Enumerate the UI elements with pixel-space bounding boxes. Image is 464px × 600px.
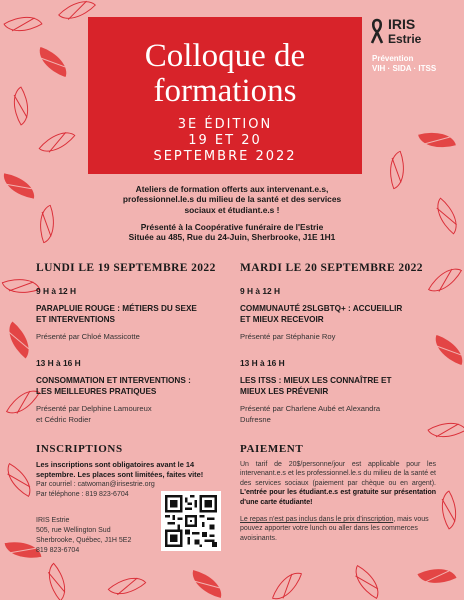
organization-address: IRIS Estrie 505, rue Wellington Sud Sherbrooke, Québec, J1H 5E2 819 823-6704 [36,517,132,554]
session-presenter: Présenté par Delphine Lamoureux et Cédric Rodier [36,404,152,424]
logo-name: IRIS [388,16,416,32]
session-presenter: Présenté par Charlene Aubé et Alexandra Dufresne [240,404,381,424]
session-title: LES ITSS : MIEUX LES CONNAÎTRE ET MIEUX LES PRÉVENIR [240,376,392,396]
intro-text: Ateliers de formation offerts aux intervenant.e.s, professionnel.le.s du milieu de la santé et des services sociaux et étudiant.e.s ! [122,184,342,215]
iris-estrie-logo [364,14,460,86]
paiement-body-bold: L'entrée pour les étudiant.e.s est gratuite sur présentation d'une carte étudiante! [240,489,436,506]
day-column-monday [36,262,236,425]
session-time: 13 H à 16 H [36,358,81,368]
paiement-note [240,515,436,543]
paiement-note-underlined: Le repas n'est pas inclus dans le prix d'inscription [240,516,394,524]
logo-region: Estrie [388,32,422,46]
title-box [88,17,362,174]
paiement-body [240,460,436,507]
paiement-body-text: Un tarif de 20$/personne/jour est applicable pour les intervenant.e.s et les professionnel.le.s du milieu de la santé et des services sociaux (paiement par chèque ou en argent). [240,461,436,487]
edition-label: 3E ÉDITION [177,117,273,132]
inscriptions-contact: Par courriel : catwoman@irisestrie.org Par téléphone : 819 823-6704 [36,481,155,498]
page-title: Colloque de formations [144,38,306,109]
ribbon-icon [370,18,384,44]
logo-subtitle: VIH · SIDA · ITSS [372,64,437,73]
venue-text: Présenté à la Coopérative funéraire de l'Estrie Située au 485, Rue du 24-Juin, Sherbrooke, J1E 1H1 [128,222,336,243]
session-presenter: Présenté par Stéphanie Roy [240,332,336,341]
session-title: PARAPLUIE ROUGE : MÉTIERS DU SEXE ET INTERVENTIONS [36,304,197,324]
inscriptions-notice: Les inscriptions sont obligatoires avant le 14 septembre. Les places sont limitées, faites vite! [36,460,204,479]
session-time: 9 H à 12 H [36,286,77,296]
paiement-section [240,443,436,543]
qr-code-icon [165,495,217,547]
session-presenter: Présenté par Chloé Massicotte [36,332,140,341]
session-title: CONSOMMATION ET INTERVENTIONS : LES MEILLEURES PRATIQUES [36,376,191,396]
day-heading: LUNDI LE 19 SEPTEMBRE 2022 [36,262,216,274]
paiement-note-rest: , mais vous pouvez apporter votre lunch ou aller dans les commerces avoisinants. [240,516,429,542]
logo-tagline: Prévention [372,54,414,63]
qr-code[interactable] [161,491,221,551]
dates-line-2: SEPTEMBRE 2022 [153,149,297,164]
dates-line-1: 19 ET 20 [188,133,262,148]
day-column-tuesday [240,262,440,425]
day-heading: MARDI LE 20 SEPTEMBRE 2022 [240,262,423,274]
session-time: 13 H à 16 H [240,358,285,368]
session-time: 9 H à 12 H [240,286,281,296]
inscriptions-heading: INSCRIPTIONS [36,443,123,455]
session-title: COMMUNAUTÉ 2SLGBTQ+ : ACCUEILLIR ET MIEUX RECEVOIR [240,304,403,324]
paiement-heading: PAIEMENT [240,443,304,455]
